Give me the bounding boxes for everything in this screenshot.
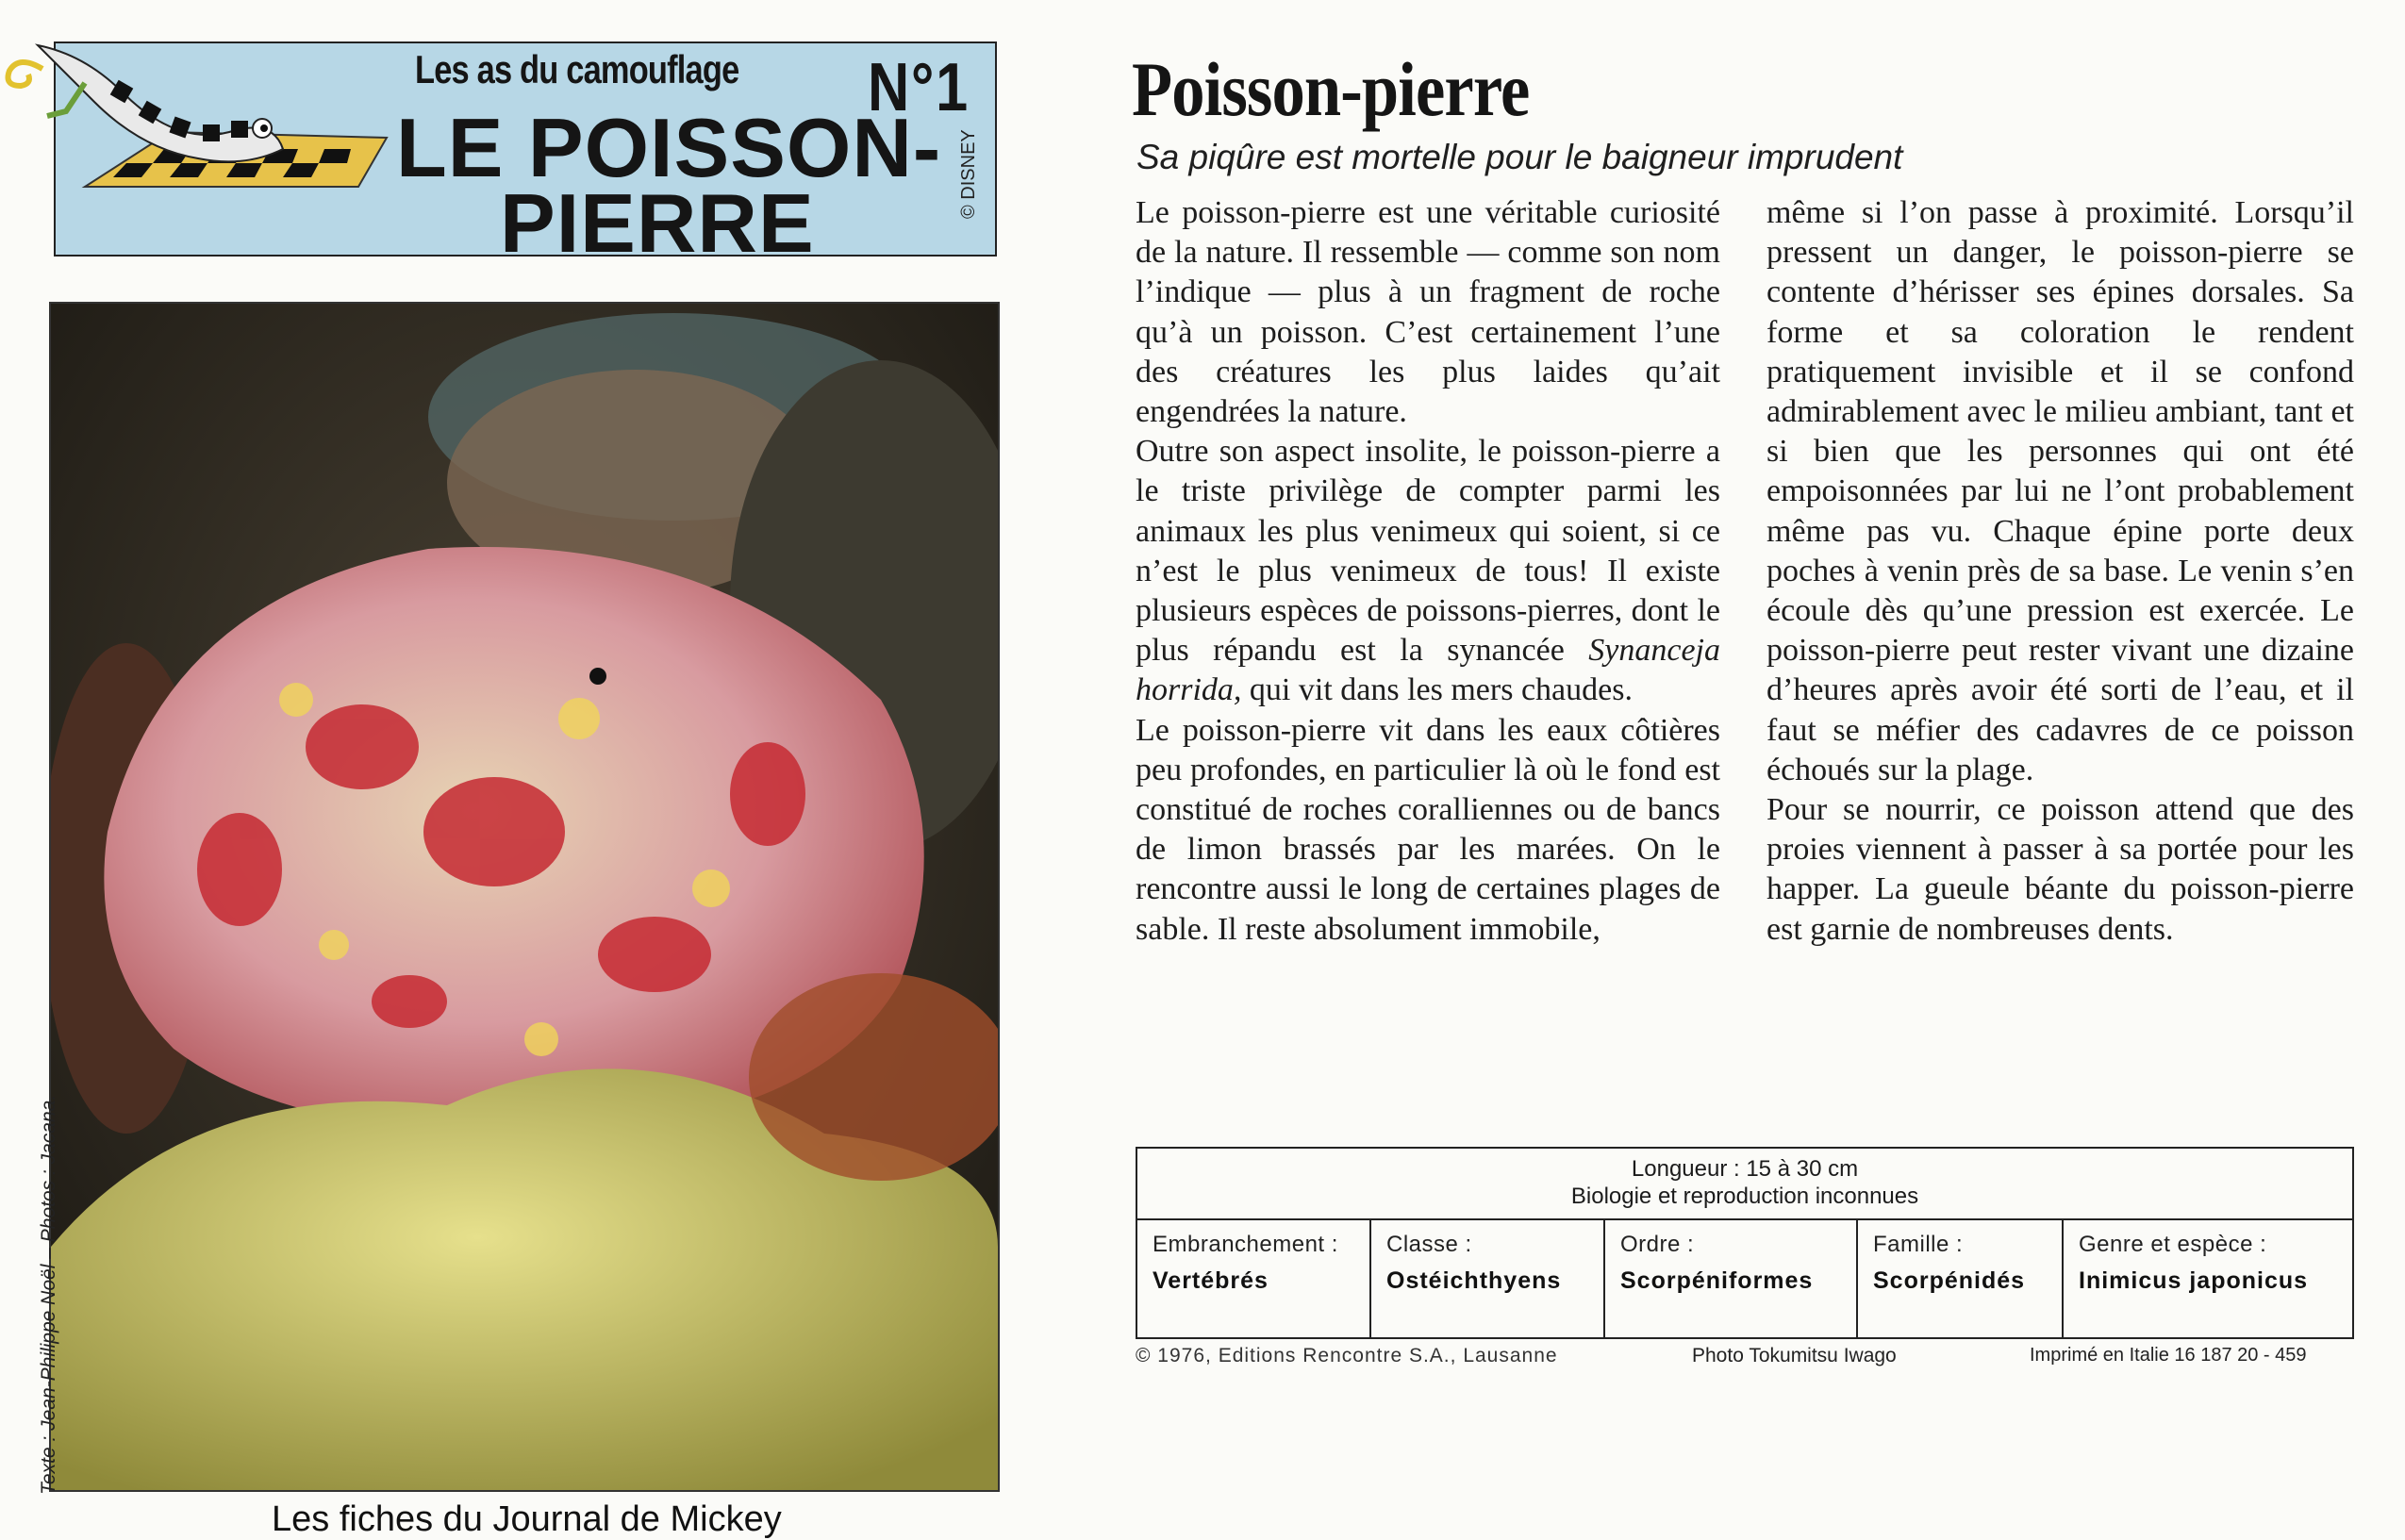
card-title-line2: PIERRE: [500, 176, 815, 270]
species-name: Synanceja horrida,: [1136, 633, 1720, 708]
paragraph: Pour se nourrir, ce poisson attend que des proies viennent à passer à sa portée pour les happer. La gueule béante du poisson-pierre est garnie de nombreuses dents.: [1766, 792, 2354, 947]
photo-credit: Photo Tokumitsu Iwago: [1692, 1345, 1897, 1366]
taxonomy-cell-order: Ordre : Scorpéniformes: [1605, 1220, 1858, 1337]
biology-note: Biologie et reproduction inconnues: [1570, 1184, 1919, 1209]
paragraph: même si l’on passe à proximité. Lorsqu’il pressent un danger, le poisson-pierre se contente d’hérisser ses épines dorsales. Sa forme et sa coloration le rendent pratiquement invisible et il se confond admirablement avec le milieu ambiant, tant et si bien que les personnes qui ont été empoisonnées par lui ne l’ont probablement même pas vu. Chaque épine porte deux poches à venin près de sa base. Le venin s’en écoule dès qu’une pression est exercée. Le poisson-pierre peut rester vivant une dizaine d’heures après avoir été sorti de l’eau, et il faut se méfier des cadavres de ce poisson échoués sur la plage.: [1766, 195, 2354, 787]
paragraph: Outre son aspect insolite, le poisson-pierre a le triste privilège de compter parmi les animaux les plus venimeux qui soient, si ce n’est le plus venimeux de tous! Il existe plusieurs espèces de poissons-pierres, dont le plus répandu est la synancée Synanceja horrida, qui vit dans les mers chaudes.: [1136, 434, 1720, 708]
article-subtitle: Sa piqûre est mortelle pour le baigneur imprudent: [1136, 138, 1903, 176]
article-title: Poisson-pierre: [1132, 46, 1530, 132]
photo-text-credits: Texte : Jean-Philippe Noël – Photos : Jacana.: [38, 1094, 59, 1495]
publisher-copyright: © 1976, Editions Rencontre S.A., Lausanne: [1136, 1345, 1558, 1366]
paragraph: Le poisson-pierre est une véritable curiosité de la nature. Il ressemble — comme son nom l’indique — plus à un fragment de roche qu’à un poisson. C’est certainement l’une des créatures les plus laides qu’ait engendrées la nature.: [1136, 195, 1720, 430]
disney-copyright: © DISNEY: [958, 129, 979, 219]
series-subtitle: Les as du camouflage: [415, 47, 739, 91]
chameleon-on-checkerboard-illustration: [0, 26, 406, 215]
stonefish-photo: [49, 302, 1000, 1492]
length-value: Longueur : 15 à 30 cm: [1631, 1156, 1859, 1182]
taxonomy-cell-family: Famille : Scorpénidés: [1858, 1220, 2064, 1337]
card-title-line1: LE POISSON-: [396, 101, 942, 194]
info-summary: [1137, 1149, 2352, 1220]
taxonomy-cell-class: Classe : Ostéichthyens: [1371, 1220, 1605, 1337]
species-info-table: [1136, 1147, 2354, 1339]
taxonomy-cell-phylum: Embranchement : Vertébrés: [1137, 1220, 1371, 1337]
text-column-left: [1136, 193, 1720, 950]
paragraph: Le poisson-pierre vit dans les eaux côtières peu profondes, en particulier là où le fond est constitué de roches coralliennes ou de bancs de limon brassés par les marées. On le rencontre aussi le long de certaines plages de sable. Il reste absolument immobile,: [1136, 712, 1720, 947]
series-footer: Les fiches du Journal de Mickey: [272, 1499, 782, 1539]
taxonomy-row: [1137, 1220, 2352, 1337]
print-info: Imprimé en Italie 16 187 20 - 459: [2030, 1345, 2307, 1366]
card-number: N°1: [868, 50, 970, 125]
taxonomy-cell-species: Genre et espèce : Inimicus japonicus: [2079, 1232, 2309, 1294]
text-column-right: [1766, 193, 2354, 950]
